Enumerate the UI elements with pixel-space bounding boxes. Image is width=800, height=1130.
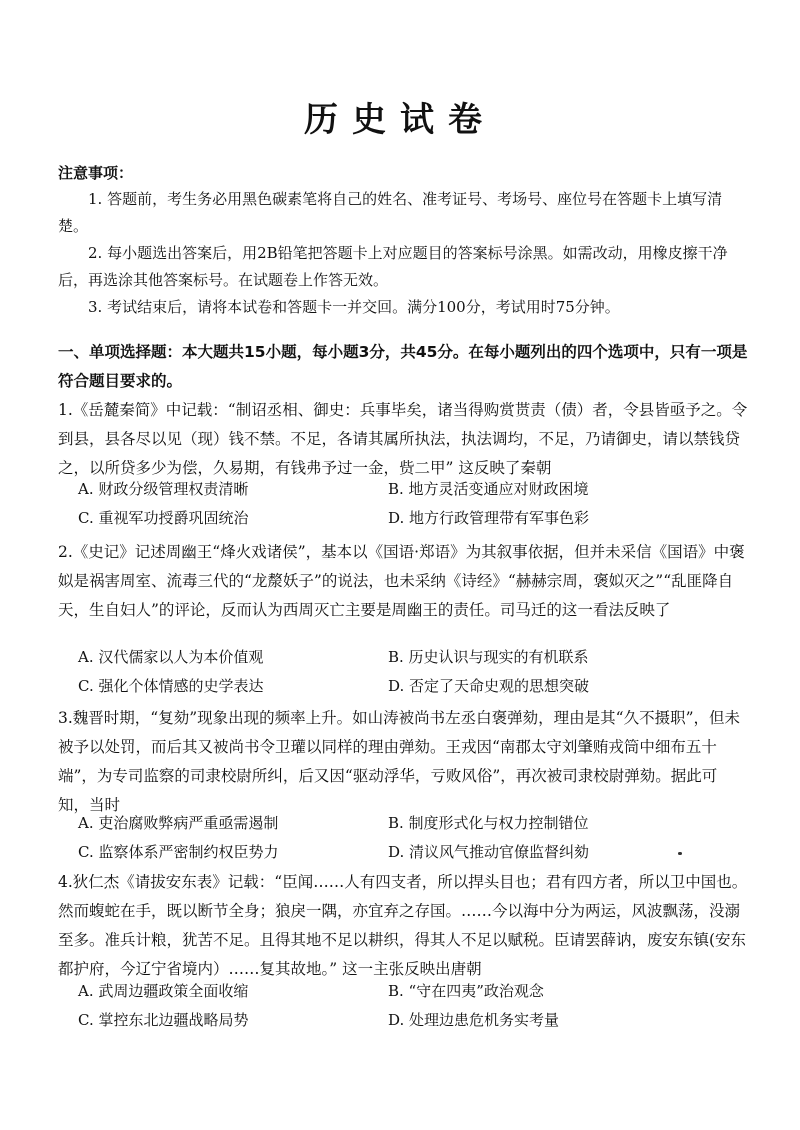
notice-heading: 注意事项：: [58, 164, 134, 182]
option-d: D. 清议风气推动官僚监督纠劾: [388, 843, 590, 861]
question-text: 魏晋时期，“复劾”现象出现的频率上升。如山涛被尚书左丞白褒弹劾，理由是其“久不摄职”，但未被予以处罚，而后其又被尚书令卫瓘以同样的理由弹劾。王戎因“南郡太守刘肇贿戎筒中细布五十端”，为专司监察的司隶校尉所纠，后又因“驱动浮华，亏败风俗”，再次被司隶校尉弹劾。据此可知，当时: [58, 709, 740, 814]
stray-pen-mark: [678, 852, 682, 855]
question-1-stem: [58, 396, 748, 483]
notice-item-2: 2. 每小题选出答案后，用2B铅笔把答题卡上对应题目的答案标号涂黑。如需改动，用橡皮擦干净后，再选涂其他答案标号。在试题卷上作答无效。: [58, 244, 728, 289]
option-b: B. 制度形式化与权力控制错位: [388, 814, 589, 832]
option-a: A. 汉代儒家以人为本价值观: [78, 648, 264, 666]
question-number: 1.: [58, 401, 73, 419]
question-text: 《史记》记述周幽王“烽火戏诸侯”，基本以《国语·郑语》为其叙事依据，但并未采信《国语》中褒姒是祸害周室、流毒三代的“龙漦妖子”的说法，也未采纳《诗经》“赫赫宗周，褒姒灭之”“乱匪降自天，生自妇人”的评论，反而认为西周灭亡主要是周幽王的责任。司马迁的这一看法反映了: [58, 543, 745, 619]
question-2-stem: [58, 538, 748, 625]
option-c: C. 监察体系严密制约权臣势力: [78, 843, 279, 861]
option-a: A. 武周边疆政策全面收缩: [78, 982, 249, 1000]
option-c: C. 重视军功授爵巩固统治: [78, 509, 249, 527]
option-b: B. “守在四夷”政治观念: [388, 982, 544, 1000]
question-number: 2.: [58, 543, 73, 561]
question-text: 狄仁杰《请拔安东表》记载：“臣闻……人有四支者，所以捍头目也；君有四方者，所以卫中国也。然而蝮蛇在手，既以断节全身；狼戾一隅，亦宜弃之存国。……今以海中分为两运，风波飘荡，没溺至多。准兵计粮，犹苦不足。且得其地不足以耕织，得其人不足以赋税。臣请罢薛讷，废安东镇(安东都护府，今辽宁省境内）……复其故地。” 这一主张反映出唐朝: [58, 873, 748, 978]
option-c: C. 掌控东北边疆战略局势: [78, 1011, 249, 1029]
question-number: 4.: [58, 873, 73, 891]
option-d: D. 否定了天命史观的思想突破: [388, 677, 590, 695]
option-a: A. 财政分级管理权责清晰: [78, 480, 249, 498]
notice-item-1: 1. 答题前，考生务必用黑色碳素笔将自己的姓名、准考证号、考场号、座位号在答题卡上填写清楚。: [58, 190, 723, 235]
question-4-stem: [58, 868, 748, 984]
option-c: C. 强化个体情感的史学表达: [78, 677, 264, 695]
section-heading: 一、单项选择题：本大题共15小题，每小题3分，共45分。在每小题列出的四个选项中，只有一项是符合题目要求的。: [58, 343, 748, 390]
notice-item-3: 3. 考试结束后，请将本试卷和答题卡一并交回。满分100分，考试用时75分钟。: [88, 298, 620, 316]
option-b: B. 历史认识与现实的有机联系: [388, 648, 589, 666]
question-number: 3.: [58, 709, 73, 727]
page-title: 历史试卷: [304, 100, 496, 140]
question-text: 《岳麓秦简》中记载：“制诏丞相、御史：兵事毕矣，诸当得购赏贳责（债）者，令县皆亟予之。令到县，县各尽以见（现）钱不禁。不足，各请其属所执法，执法调均，不足，乃请御史，请以禁钱贷之，以所贷多少为偿，久易期，有钱弗予过一金，赀二甲” 这反映了秦朝: [58, 401, 748, 477]
option-a: A. 吏治腐败弊病严重亟需遏制: [78, 814, 279, 832]
option-b: B. 地方灵活变通应对财政困境: [388, 480, 589, 498]
question-3-stem: [58, 704, 748, 820]
option-d: D. 处理边患危机务实考量: [388, 1011, 560, 1029]
option-d: D. 地方行政管理带有军事色彩: [388, 509, 590, 527]
